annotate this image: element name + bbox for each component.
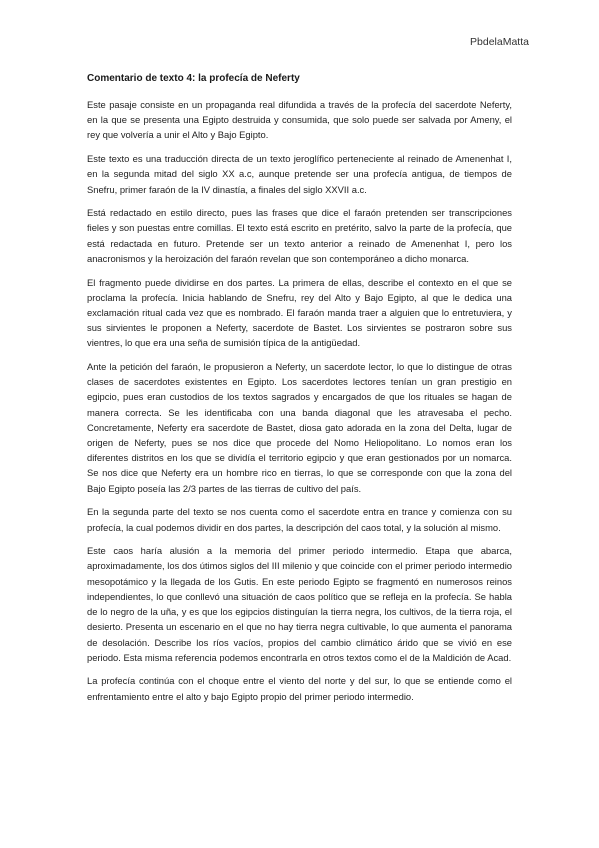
paragraph: Este caos haría alusión a la memoria del primer periodo intermedio. Etapa que abarca, aproximadamente, los dos útimos siglos del III milenio y que coincide con el primer periodo intermedio mesopotámico y la llegada de los Gutis. En este periodo Egipto se fragmentó en numerosos reinos independientes, lo que conllevó una situación de caos político que se refleja en la profecía. Se habla de lo negro de la uña, y es que los egipcios distinguían la tierra negra, los cultivos, de la tierra roja, el desierto. Presenta un escenario en el que no hay tierra negra cultivable, lo que aumenta el panorama de desolación. Describe los ríos vacíos, propios del cambio climático árido que se vivió en ese periodo. Esta misma referencia podemos encontrarla en otros textos como el de la Maldición de Acad. [87, 545, 512, 663]
document-body [87, 72, 512, 712]
paragraph: Este pasaje consiste en un propaganda real difundida a través de la profecía del sacerdote Neferty, en la que se presenta una Egipto destruida y consumida, que solo puede ser salvada por Ameny, el rey que volvería a unir el Alto y Bajo Egipto. [87, 99, 512, 141]
paragraph: En la segunda parte del texto se nos cuenta como el sacerdote entra en trance y comienza con su profecía, la cual podemos dividir en dos partes, la descripción del caos total, y la solución al mismo. [87, 506, 512, 533]
document-title: Comentario de texto 4: la profecía de Neferty [87, 73, 300, 84]
paragraph: El fragmento puede dividirse en dos partes. La primera de ellas, describe el contexto en el que se proclama la profecía. Inicia hablando de Snefru, rey del Alto y Bajo Egipto, al que le dedica una exclamación ritual cada vez que es nombrado. El faraón manda traer a alguien que lo entretuviera, y sus sirvientes le proponen a Neferty, sacerdote de Bastet. Los sirvientes se postraron sobre sus vientres, lo que era una seña de sumisión típica de la antigüedad. [87, 276, 512, 349]
paragraph: La profecía continúa con el choque entre el viento del norte y del sur, lo que se entiende como el enfrentamiento entre el alto y bajo Egipto propio del primer periodo intermedio. [87, 675, 512, 702]
paragraph: Está redactado en estilo directo, pues las frases que dice el faraón pretenden ser transcripciones fieles y son puestas entre comillas. El texto está escrito en pretérito, salvo la parte de la profecía, que está redactada en futuro. Pretende ser un texto anterior a reinado de Amenenhat I, pero los anacronismos y la heroización del faraón revelan que son contemporáneo a dicho monarca. [87, 207, 512, 264]
paragraph: Ante la petición del faraón, le propusieron a Neferty, un sacerdote lector, lo que lo distingue de otras clases de sacerdotes existentes en Egipto. Los sacerdotes lectores tenían un gran prestigio en egipcio, pues eran custodios de los textos sagrados y encargados de que los rituales se hagan de manera correcta. Se les identificaba con una banda diagonal que les atravesaba el pecho. Concretamente, Neferty era sacerdote de Bastet, diosa gato adorada en la zona del Delta, lugar de origen de Neferty, pues se nos dice que procede del Nomo Heliopolitano. Lo nomos eran los diferentes distritos en los que se dividía el territorio egipcio y que eran gestionados por un nomarca. Se nos dice que Neferty era un hombre rico en tierras, lo que se corresponde con que la zona del Bajo Egipto poseía las 2/3 partes de las tierras de cultivo del país. [87, 361, 512, 494]
paragraph: Este texto es una traducción directa de un texto jeroglífico perteneciente al reinado de Amenenhat I, en la segunda mitad del siglo XX a.c, aunque pretende ser una profecía antigua, de tiempos de Snefru, primer faraón de la IV dinastía, a finales del siglo XXVII a.c. [87, 153, 512, 195]
author-header: PbdelaMatta [470, 36, 529, 48]
